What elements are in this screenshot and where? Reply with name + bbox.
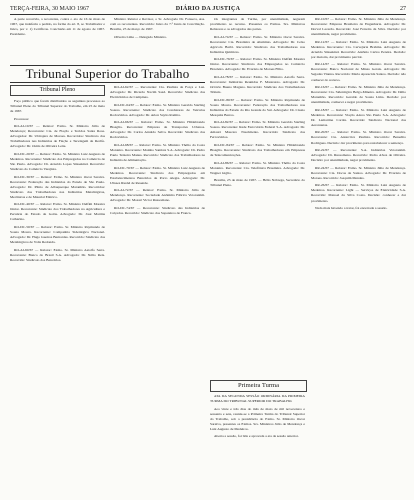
paragraph: RO-AI-68/67 — Relator: Exmo. Sr. Ministro Thélio da Costa Monteiro. Recorrente: Moinho Santista S.A. Advogado: Dr. Pedro Paulo Teixeira Manus. Recorrido: Sindicato dos Trabalhadores na Indústria de Alimentação. — [110, 142, 205, 163]
paragraph: Brasília, 25 de maio de 1967. — Hélio Nóbrega, Secretário do Tribunal Pleno. — [210, 178, 305, 188]
paragraph: RO-AI-82/67 — Relator: Exmo. Sr. Ministro Geraldo Starling Soares. Recorrente: Rede Ferroviária Federal S.A. Advogado: Dr. Amauri Mascaro Nascimento. Recorrido: Sindicato dos Ferroviários. — [210, 120, 305, 140]
paragraph: Aberta a sessão, foi lida e aprovada a ata da sessão anterior. — [214, 434, 299, 439]
paragraph: RO-AI-74/67 — Relator: Exmo. Sr. Ministro Oscar Saraiva. Recorrente: Cia. Brasileira de Alumínio. Advogado: Dr. Celso Agrícola Barbi. Recorrido: Sindicato dos Trabalhadores nas Indústrias Químicas. — [210, 34, 305, 54]
paragraph: RR-14/67 — Relator: Exmo. Sr. Ministro Oscar Saraiva. Recorrente: Banco Nacional de Minas Gerais. Advogado: Dr. Segadas Vianna. Recorrido: Maria Aparecida Santos. Decisão: não conhecer do recurso. — [311, 62, 406, 82]
header-date: TERÇA-FEIRA, 30 MAIO 1967 — [10, 6, 89, 12]
paragraph: RO-DC-20/67 — Relator: Exmo. Sr. Ministro Luiz Augusto de Medeiros. Recorrente: Sindicato dos Empregados no Comércio de São Paulo. Advogado: Dr. Arnaldo Lopes Süssekind. Recorrido: Sindicato do Comércio Varejista. — [10, 151, 105, 172]
paragraph: RO-DC-70/67 — Relator: Exmo. Sr. Ministro Luiz Augusto de Medeiros. Recorrente: Sindicato dos Empregados em Estabelecimentos Bancários de Porto Alegre. Advogado: Dr. Ulisses Riedel de Resende. — [110, 165, 205, 185]
paragraph: RR-16/67 — Relator: Exmo. Sr. Ministro Júlio de Mendonça. Recorrente: Cia. Siderúrgica Belgo-Mineira. Advogado: Dr. Délio Maranhão. Recorrido: Geraldo de Souza Lima. Decisão: por unanimidade, conhecer e negar provimento. — [311, 85, 406, 105]
paragraph: RO-DC-64/67 — Relator: Exmo. Sr. Ministro Geraldo Starling Soares. Recorrente: Sindicato dos Condutores de Veículos Rodoviários. Advogado: Dr. Arion Sayão Romita. — [110, 102, 205, 117]
paragraph: RO-AI-62/67 — Recorrente: Cia. Paulista de Força e Luz. Advogado: Dr. Ricardo Nacim Saad. Recorrido: Sindicato dos Eletricitários de Campinas. — [110, 85, 205, 100]
paragraph: RR-12/67 — Relator: Exmo. Sr. Ministro Luiz Augusto de Medeiros. Recorrente: Cia. Cervejaria Brahma. Advogado: Dr. Arnaldo Süssekind. Recorrido: Antônio Carlos Pereira. Decisão: por maioria, dar provimento parcial. — [311, 39, 406, 59]
paragraph: RR-24/67 — Relator: Exmo. Sr. Ministro Júlio de Mendonça. Recorrente: Cia. Docas de Santos. Advogado: Dr. Evaristo de Moraes. Recorrido: Joaquim Mendes. — [311, 165, 406, 180]
page-number: 27 — [400, 6, 406, 12]
column-1-top — [10, 17, 105, 62]
column-2-top — [110, 17, 205, 62]
paragraph: A parte recorrida, a recorrente, contra o ato de 16 de maio de 1967, que indeferiu o pedido, na forma do art. 8, ao Trabalhador e Juízo, por v. 1) Certificou. Conclusão em 11 de agosto de 1967. Presidente. — [10, 17, 105, 37]
header-publication: DIÁRIO DA JUSTIÇA — [175, 6, 241, 12]
column-4 — [311, 17, 406, 495]
paragraph: Aos vinte e três dias do mês de maio de mil novecentos e sessenta e sete, reuniu-se a Primeira Turma do Tribunal Superior do Trabalho, sob a presidência do Exmo. Sr. Ministro Oscar Saraiva, presentes os Exmos. Srs. Ministros Júlio de Mendonça e Luiz Augusto de Medeiros. — [210, 406, 305, 431]
page-columns — [10, 17, 406, 497]
paragraph: RO-AI-60/67 — Relator: Exmo. Sr. Ministro Astolfo Serra. Recorrente: Banco do Brasil S.A. Advogado: Dr. Nélio Reis. Recorrido: Sindicato dos Bancários. — [10, 247, 105, 262]
section-label-turma: Primeira Turma — [210, 380, 307, 392]
paragraph: RO-DC-40/67 — Relator: Exmo. Sr. Ministro Delfim Moreira Júnior. Recorrente: Sindicato dos Trabalhadores na Agricultura e Pecuária do Estado de Goiás. Advogado: Dr. José Martins Catharino. — [10, 202, 105, 222]
page-header — [10, 4, 406, 15]
paragraph: RO-AI-72/67 — Relator: Exmo. Sr. Ministro Júlio de Mendonça. Recorrente: Sociedade Anônima Fábrica Votorantim. Advogado: Dr. Mozart Victor Russomano. — [110, 188, 205, 203]
paragraph: RO-DC-80/67 — Relator: Exmo. Sr. Ministro Raymundo de Souza Moura. Recorrente: Federação dos Trabalhadores nas Indústrias do Estado do Rio Grande do Sul. Advogado: Dr. Cássio Mesquita Barros. — [210, 97, 305, 117]
paragraph: RR-10/67 — Relator: Exmo. Sr. Ministro Júlio de Mendonça. Recorrente: Empresa Brasileira de Engenharia. Advogado: Dr. Dorval Lacerda. Recorrido: José Ferreira da Silva. Decisão: por unanimidade, negar provimento. — [311, 17, 406, 37]
paragraph: RO-DC-74/67 — Recorrente: Sindicato das Indústrias de Calçados. Recorrido: Sindicato dos Sapateiros de Franca. — [110, 205, 205, 216]
paragraph: RO-AI-86/67 — Relator: Exmo. Sr. Ministro Thélio da Costa Monteiro. Recorrente: Cia. Telefônica Brasileira. Advogado: Dr. Wagner Giglio. — [210, 160, 305, 175]
section-label-pleno: Tribunal Pleno — [10, 85, 105, 96]
column-2-lower — [110, 85, 205, 495]
paragraph: RO-DC-50/67 — Relator: Exmo. Sr. Ministro Raymundo de Souza Moura. Recorrente: Companhia Siderúrgica Nacional. Advogado: Dr. Hugo Gueiros Bernardes. Recorrido: Sindicato dos Metalúrgicos de Volta Redonda. — [10, 225, 105, 245]
paragraph: RO-DC-76/67 — Relator: Exmo. Sr. Ministro Delfim Moreira Júnior. Recorrente: Sindicato dos Empregados no Comércio Hoteleiro. Advogado: Dr. Evaristo de Moraes Filho. — [210, 57, 305, 72]
paragraph: Faço público que foram distribuídos os seguintes processos ao Tribunal Pleno do Tribunal Superior do Trabalho, em 25 de maio de 1967. — [10, 99, 105, 114]
paragraph: RO-DC-84/67 — Relator: Exmo. Sr. Ministro Hildebrando Bisaglia. Recorrente: Sindicato dos Trabalhadores em Empresas de Telecomunicações. — [210, 143, 305, 158]
paragraph: Oliveira Lima — Delegado Ministro. — [114, 34, 167, 39]
paragraph: RR-20/67 — Relator: Exmo. Sr. Ministro Oscar Saraiva. Recorrente: Cia. Antarctica Paulista. Recorrido: Benedito Rodrigues. Decisão: dar provimento para restabelecer a sentença. — [311, 130, 406, 145]
paragraph: RR-18/67 — Relator: Exmo. Sr. Ministro Luiz Augusto de Medeiros. Recorrente: Viação Aérea São Paulo S.A. Advogado: Dr. Lamartine Corrêa. Recorrido: Sindicato Nacional dos Aeronautas. — [311, 107, 406, 127]
paragraph: RO-AI-66/67 — Relator: Exmo. Sr. Ministro Hildebrando Bisaglia. Recorrente: Empresa de Transportes Urbanos. Advogado: Dr. Carlos Arnaldo Selva. Recorrido: Sindicato dos Rodoviários. — [110, 120, 205, 140]
paragraph: RO-DC-30/67 — Relator: Exmo. Sr. Ministro Oscar Saraiva. Recorrente: Federação das Indústrias do Estado de São Paulo. Advogado: Dr. Plínio de Albuquerque Maranhão. Recorridos: Sindicato dos Trabalhadores nas Indústrias Metalúrgicas, Mecânicas e de Material Elétrico. — [10, 174, 105, 199]
paragraph: RR-26/67 — Relator: Exmo. Sr. Ministro Luiz Augusto de Medeiros. Recorrente: Light — Serviços de Eletricidade S.A. Recorrido: Manoel da Silva Costa. Decisão: conhecer e dar provimento. — [311, 183, 406, 203]
paragraph: RO-AI-10/67 — Relator: Exmo. Sr. Ministro Júlio de Mendonça; Recorrente: Cia. de Fiação e Tecidos Santa Rosa. Advogados: Dr. Ubirajara de Moraes. Recorridos: Sindicato dos Trabalhadores nas Indústrias de Fiação e Tecelagem de Recife. Advogado: Dr. Osiris de Oliveira Leite. — [10, 124, 105, 149]
column-3-lower — [210, 394, 305, 494]
column-1-lower — [10, 85, 105, 495]
paragraph: RR-22/67 — Recorrente: S.A. Indústrias Votorantim. Advogado: Dr. Russomano. Recorrido: Pedro Alves de Oliveira. Decisão: por unanimidade, negar provimento. — [311, 148, 406, 163]
paragraph: Nada mais havendo a tratar, foi encerrada a sessão. — [315, 206, 388, 211]
paragraph: Os integrantes da Turma, por unanimidade, negaram provimento ao recurso. Presentes os Exmos. Srs. Ministros Relatores e os advogados das partes. — [210, 17, 305, 32]
column-3 — [210, 17, 305, 377]
paragraph: Processos: — [14, 116, 29, 121]
paragraph: RO-AI-78/67 — Relator: Exmo. Sr. Ministro Astolfo Serra. Recorrente: Indústrias Reunidas F. Matarazzo. Advogado: Dr. Octávio Bueno Magano. Recorrido: Sindicato dos Trabalhadores Têxteis. — [210, 74, 305, 95]
paragraph: ATA DA SEGUNDA SESSÃO ORDINÁRIA DA PRIMEIRA TURMA DO TRIBUNAL SUPERIOR DO TRABALHO. — [210, 394, 305, 404]
paragraph: Ministro Relator e Revisor, o Sr. Advogado Dr. Fonseca, Ass. com os recorrentes. Recorrido: Juízo da 7.ª Junta de Conciliação. Brasília, 25 de março de 1967. — [110, 17, 205, 32]
section-banner: Tribunal Superior do Trabalho — [10, 65, 205, 83]
